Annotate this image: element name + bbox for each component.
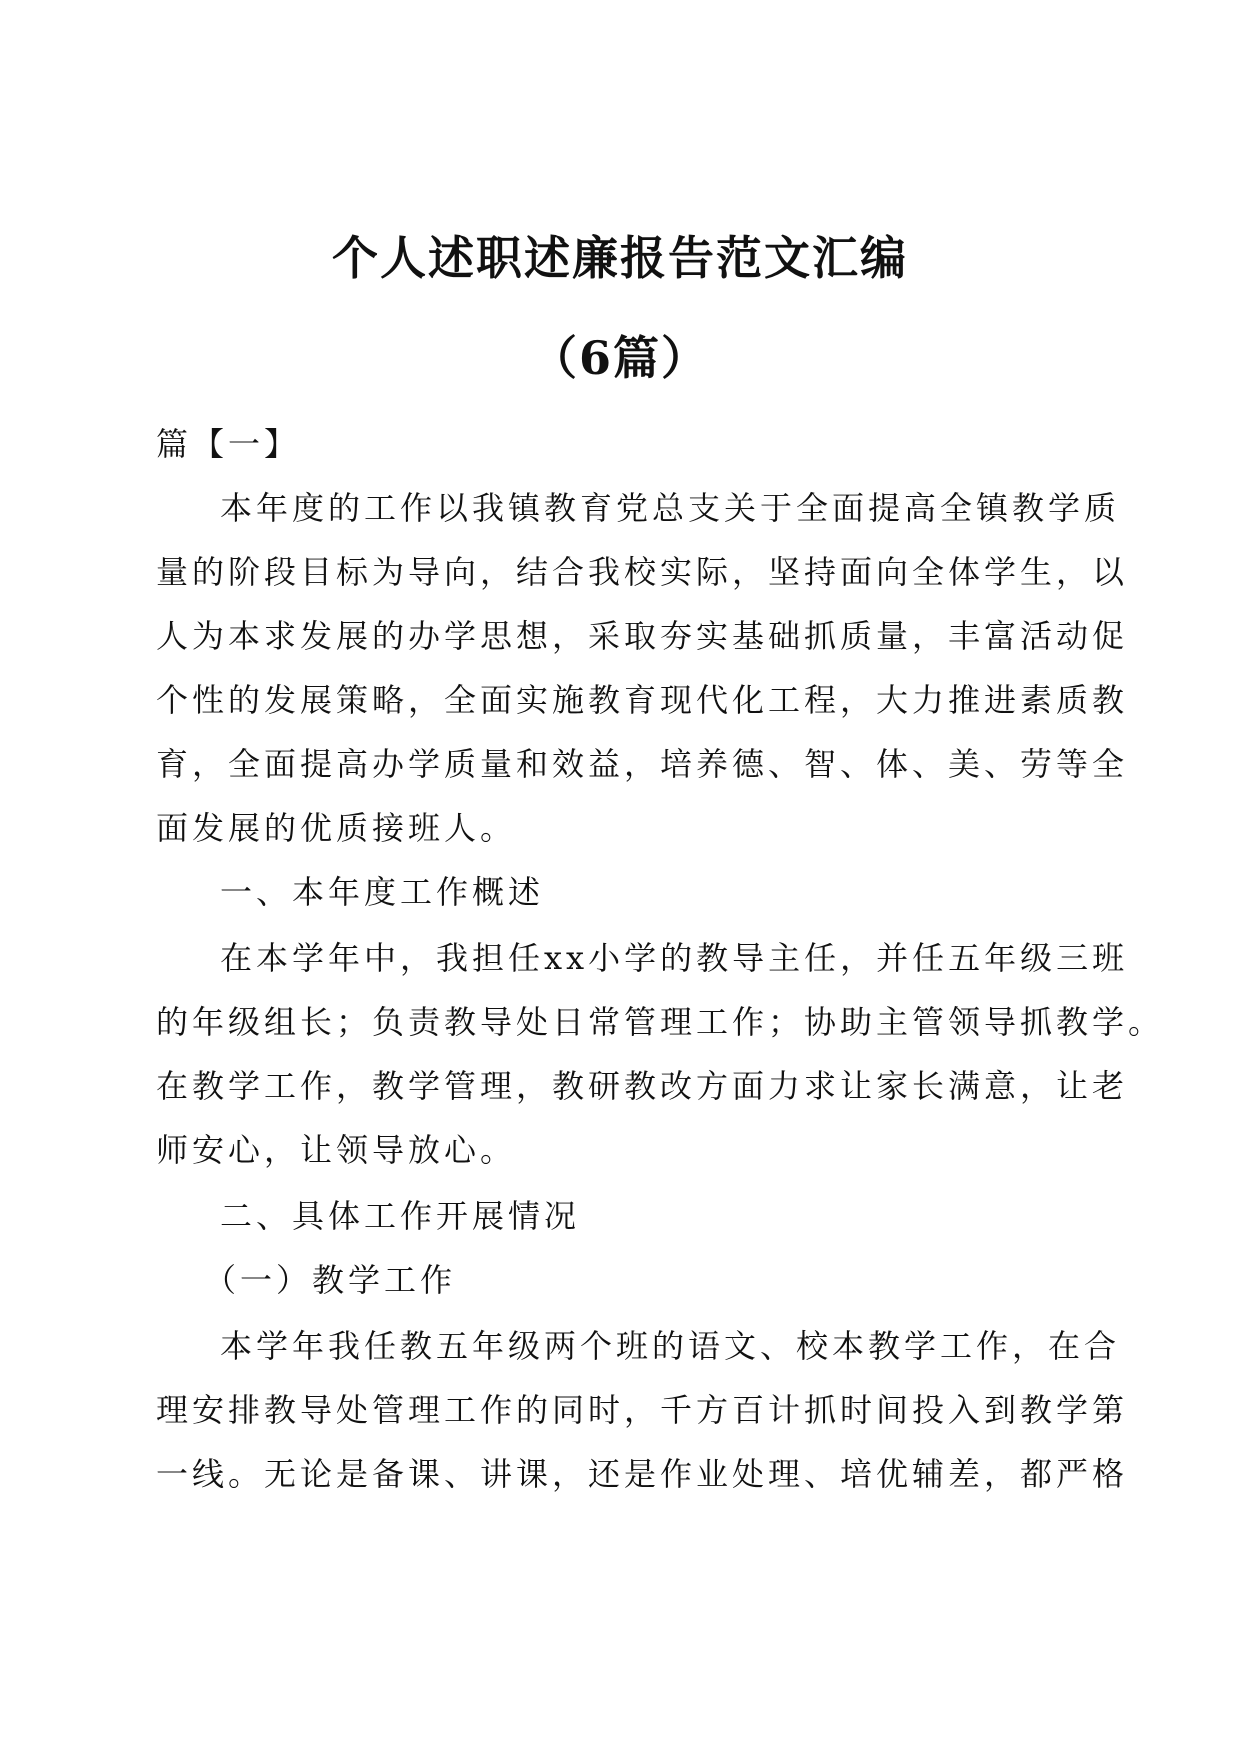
paragraph-line: 的年级组长；负责教导处日常管理工作；协助主管领导抓教学。 (156, 1003, 1165, 1041)
section-label: 篇【一】 (156, 425, 301, 463)
paragraph-line: 在教学工作，教学管理，教研教改方面力求让家长满意，让老 (156, 1067, 1129, 1105)
paragraph-line: 本学年我任教五年级两个班的语文、校本教学工作，在合 (220, 1327, 1121, 1365)
paragraph-line: 面发展的优质接班人。 (156, 809, 517, 847)
paragraph-line: 本年度的工作以我镇教育党总支关于全面提高全镇教学质 (220, 489, 1121, 527)
paragraph-line: 量的阶段目标为导向，结合我校实际，坚持面向全体学生，以 (156, 553, 1129, 591)
paragraph-line: 人为本求发展的办学思想，采取夯实基础抓质量，丰富活动促 (156, 617, 1129, 655)
paragraph-line: 个性的发展策略，全面实施教育现代化工程，大力推进素质教 (156, 681, 1129, 719)
section-heading: 二、具体工作开展情况 (220, 1197, 581, 1235)
paragraph-line: 一线。无论是备课、讲课，还是作业处理、培优辅差，都严格 (156, 1455, 1129, 1493)
document-title: 个人述职述廉报告范文汇编 (332, 231, 908, 285)
section-heading: 一、本年度工作概述 (220, 873, 545, 911)
document-subtitle: （6篇） (530, 331, 709, 385)
paragraph-line: 理安排教导处管理工作的同时，千方百计抓时间投入到教学第 (156, 1391, 1129, 1429)
paragraph-line: 育，全面提高办学质量和效益，培养德、智、体、美、劳等全 (156, 745, 1129, 783)
paragraph-line: 在本学年中，我担任xx小学的教导主任，并任五年级三班 (220, 939, 1129, 977)
subsection-heading: （一）教学工作 (204, 1261, 457, 1299)
paragraph-line: 师安心，让领导放心。 (156, 1131, 517, 1169)
